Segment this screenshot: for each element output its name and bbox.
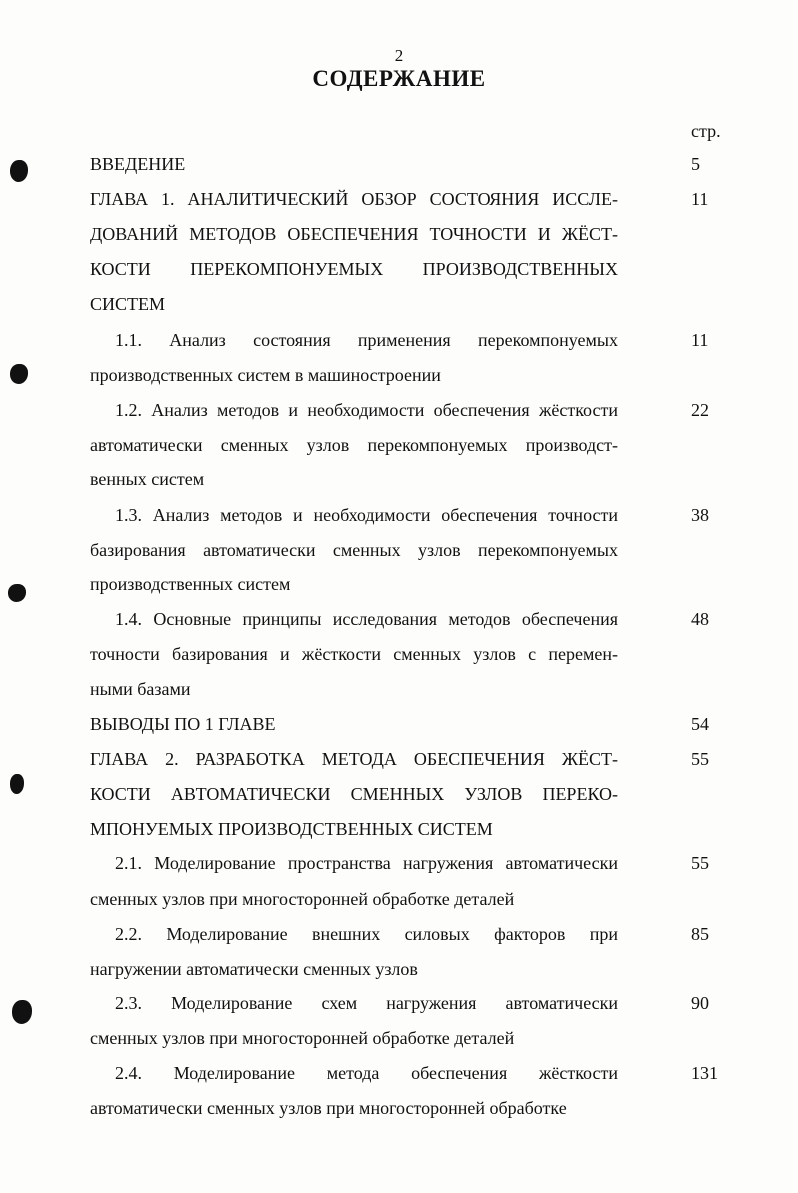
punch-hole-mark: [10, 364, 28, 384]
toc-entry-line: ными базами: [90, 679, 191, 699]
punch-hole-mark: [10, 160, 28, 182]
toc-entry-line: точности базирования и жёсткости сменных узлов с перемен-: [90, 644, 618, 664]
toc-entry-line: 2.1. Моделирование пространства нагружения автоматически: [115, 853, 618, 873]
toc-entry-page: 55: [691, 853, 709, 873]
toc-entry-line: ВВЕДЕНИЕ: [90, 154, 186, 174]
toc-entry-page: 54: [691, 714, 709, 734]
punch-hole-mark: [12, 1000, 32, 1024]
page-number: 2: [394, 46, 404, 65]
punch-hole-mark: [10, 774, 24, 794]
toc-entry-line: 2.2. Моделирование внешних силовых факторов при: [115, 924, 618, 944]
toc-entry-line: 1.1. Анализ состояния применения перекомпонуемых: [115, 330, 618, 350]
toc-entry-page: 131: [691, 1063, 718, 1083]
toc-entry-line: СИСТЕМ: [90, 294, 166, 314]
toc-entry-line: ГЛАВА 2. РАЗРАБОТКА МЕТОДА ОБЕСПЕЧЕНИЯ ЖЁСТ-: [90, 749, 618, 769]
toc-entry-line: КОСТИ АВТОМАТИЧЕСКИ СМЕННЫХ УЗЛОВ ПЕРЕКО-: [90, 784, 618, 804]
page-column-label: стр.: [691, 121, 721, 141]
page-title: СОДЕРЖАНИЕ: [312, 66, 486, 91]
toc-entry-line: ГЛАВА 1. АНАЛИТИЧЕСКИЙ ОБЗОР СОСТОЯНИЯ ИССЛЕ-: [90, 189, 618, 209]
toc-entry-page: 48: [691, 609, 709, 629]
toc-entry-line: КОСТИ ПЕРЕКОМПОНУЕМЫХ ПРОИЗВОДСТВЕННЫХ: [90, 259, 618, 279]
toc-entry-line: 2.3. Моделирование схем нагружения автоматически: [115, 993, 618, 1013]
toc-entry-page: 11: [691, 330, 709, 350]
toc-entry-line: ДОВАНИЙ МЕТОДОВ ОБЕСПЕЧЕНИЯ ТОЧНОСТИ И ЖЁСТ-: [90, 224, 618, 244]
toc-entry-page: 5: [691, 154, 700, 174]
toc-entry-page: 22: [691, 400, 709, 420]
toc-entry-line: 1.3. Анализ методов и необходимости обеспечения точности: [115, 505, 618, 525]
toc-entry-page: 38: [691, 505, 709, 525]
toc-entry-page: 55: [691, 749, 709, 769]
toc-entry-line: базирования автоматически сменных узлов перекомпонуемых: [90, 540, 618, 560]
toc-entry-line: 1.4. Основные принципы исследования методов обеспечения: [115, 609, 618, 629]
toc-entry-line: сменных узлов при многосторонней обработке деталей: [90, 1028, 515, 1048]
toc-entry-line: автоматически сменных узлов при многосторонней обработке: [90, 1098, 567, 1118]
toc-entry-page: 90: [691, 993, 709, 1013]
toc-entry-line: производственных систем: [90, 574, 291, 594]
toc-entry-page: 11: [691, 189, 709, 209]
toc-entry-line: венных систем: [90, 469, 205, 489]
toc-entry-page: 85: [691, 924, 709, 944]
toc-entry-line: нагружении автоматически сменных узлов: [90, 959, 418, 979]
toc-entry-line: 2.4. Моделирование метода обеспечения жёсткости: [115, 1063, 618, 1083]
toc-entry-line: МПОНУЕМЫХ ПРОИЗВОДСТВЕННЫХ СИСТЕМ: [90, 819, 493, 839]
toc-entry-line: ВЫВОДЫ ПО 1 ГЛАВЕ: [90, 714, 276, 734]
toc-entry-line: 1.2. Анализ методов и необходимости обеспечения жёсткости: [115, 400, 618, 420]
toc-entry-line: сменных узлов при многосторонней обработке деталей: [90, 889, 515, 909]
punch-hole-mark: [8, 584, 26, 602]
toc-entry-line: производственных систем в машиностроении: [90, 365, 441, 385]
toc-entry-line: автоматически сменных узлов перекомпонуемых производст-: [90, 435, 618, 455]
